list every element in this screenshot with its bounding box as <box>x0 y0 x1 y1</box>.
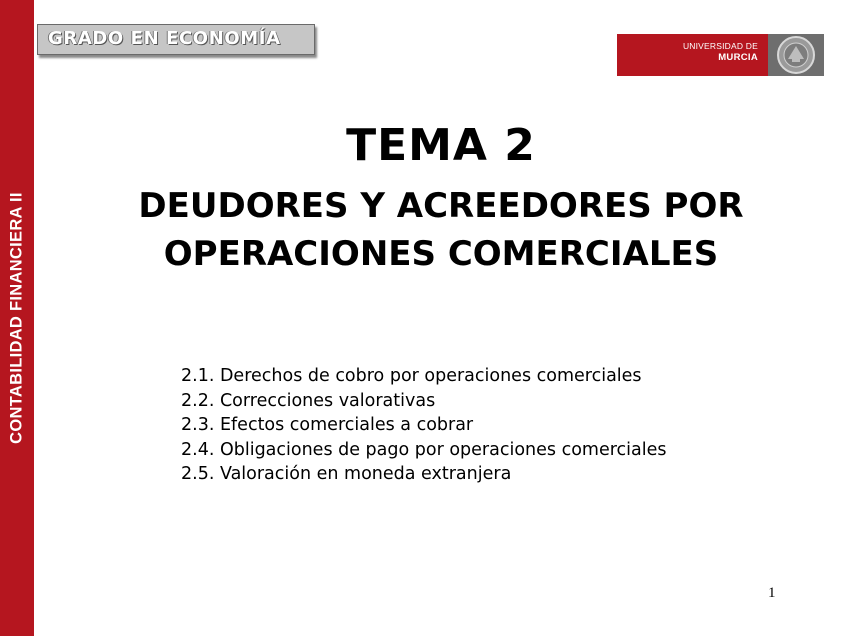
university-logo <box>617 34 824 76</box>
topic-item: 2.2. Correcciones valorativas <box>181 390 436 411</box>
logo-line2: MURCIA <box>718 52 758 63</box>
topic-list <box>181 364 666 487</box>
logo-line1: UNIVERSIDAD DE <box>682 41 758 51</box>
university-seal-icon <box>768 34 824 76</box>
topic-item: 2.5. Valoración en moneda extranjera <box>181 464 512 484</box>
slide-subtitle-line1: DEUDORES Y ACREEDORES POR <box>138 186 744 226</box>
slide-subtitle-line2: OPERACIONES COMERCIALES <box>163 234 719 274</box>
course-title-vertical: CONTABILIDAD FINANCIERA II <box>7 192 26 444</box>
slide-title: TEMA 2 <box>346 120 536 171</box>
degree-badge-label: GRADO EN ECONOMÍA <box>48 28 281 49</box>
topic-item: 2.1. Derechos de cobro por operaciones comerciales <box>181 366 642 386</box>
topic-item: 2.4. Obligaciones de pago por operaciones comerciales <box>181 439 667 460</box>
side-bar <box>0 0 34 636</box>
topic-item: 2.3. Efectos comerciales a cobrar <box>181 415 474 435</box>
degree-badge <box>37 24 315 55</box>
page-number: 1 <box>768 585 776 601</box>
